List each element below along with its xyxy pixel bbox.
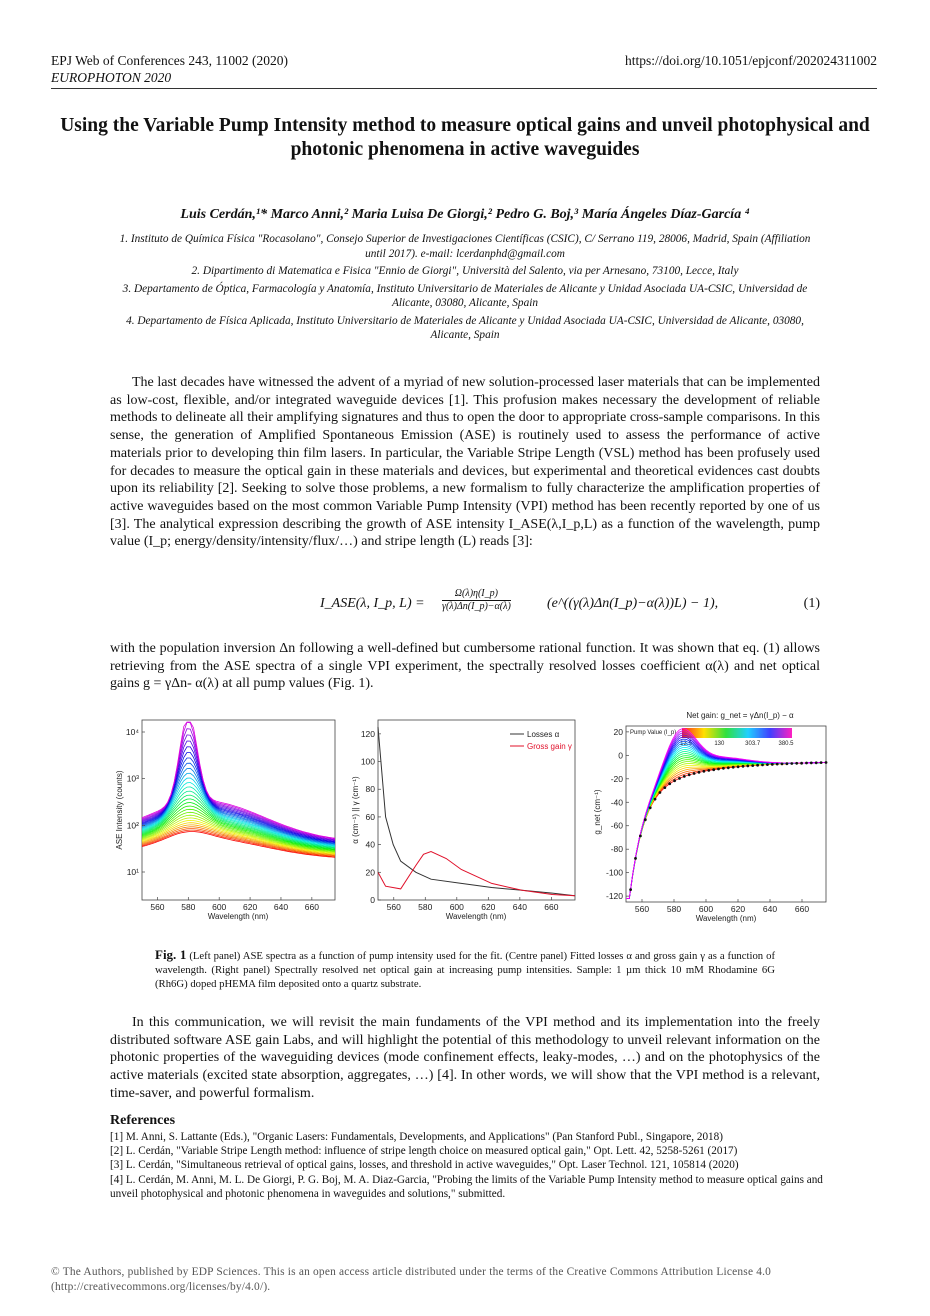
loss-data-point [717,768,720,771]
loss-data-point [649,806,652,809]
loss-data-point [786,762,789,765]
centre-x-ticks [387,897,559,912]
legend-label-losses: Losses α [527,730,560,739]
loss-data-point [742,765,745,768]
left-x-label: Wavelength (nm) [207,912,269,921]
colorbar-tick-label: 380.5 [778,741,794,747]
loss-data-point [790,762,793,765]
equation-lhs: I_ASE(λ, I_p, L) = [320,596,425,611]
right-panel-chart [590,712,830,927]
loss-data-point [634,857,637,860]
net-gain-line [626,756,826,899]
gross-gain-line [378,852,575,896]
x-tick-label: 560 [150,902,165,912]
figure-caption [155,948,775,991]
loss-data-point [673,779,676,782]
right-plot-frame [626,726,826,902]
loss-data-point [727,766,730,769]
equation-denominator: γ(λ)Δn(I_p)−α(λ) [442,601,511,612]
caption-label: Fig. 1 [155,947,187,962]
loss-data-point [644,818,647,821]
x-tick-label: 600 [449,902,464,912]
loss-data-point [800,762,803,765]
y-tick-label: 10³ [126,773,139,784]
loss-data-point [659,791,662,794]
x-tick-label: 640 [512,902,527,912]
affiliation-4: 4. Departamento de Física Aplicada, Instituto Universitario de Materiales de Alicante y Unidad Asociada UA-CSIC, Universidad de Alicante, 03080, Alicante, Spain [126,314,804,341]
y-tick-label: -60 [610,820,623,831]
left-series-group [142,722,335,857]
colorbar-label: Pump Value (I_p) [630,730,677,736]
colorbar [630,728,794,747]
y-tick-label: 0 [370,895,375,905]
net-gain-line [626,750,826,899]
left-panel-chart [110,712,340,927]
x-tick-label: 660 [544,902,559,912]
y-tick-label: 10⁴ [125,727,139,737]
y-tick-label: 120 [360,728,375,739]
loss-data-point [707,769,710,772]
license-footer: © The Authors, published by EDP Sciences. This is an open access article distributed under the terms of the Creative Commons Attribution License 4.0 (http://creativecommons.org/licenses/by/4.0/). [51,1266,772,1293]
references-list [110,1130,830,1201]
x-tick-label: 580 [418,902,433,912]
colorbar-tick-label: 303.7 [745,741,761,747]
loss-data-point [805,762,808,765]
affiliation-1: 1. Instituto de Química Física "Rocasolano", Consejo Superior de Investigaciones Científicas (CSIC), C/ Serrano 119, 28006, Madrid, Spain (Affiliation until 2017). e-mail: lcerdanphd@gmail.com [119,233,811,260]
journal-reference: EPJ Web of Conferences 243, 11002 (2020) [51,53,288,68]
net-gain-line [626,752,826,899]
reference-1: [1] M. Anni, S. Lattante (Eds.), "Organic Lasers: Fundamentals, Developments, and Applications" (Pan Stanford Publ., Singapore, 2018) [110,1131,723,1143]
y-tick-label: -40 [610,797,623,808]
y-tick-label: 100 [360,756,375,767]
loss-data-point [732,766,735,769]
y-tick-label: 20 [365,867,375,878]
conclusion-paragraph: In this communication, we will revisit the main fundaments of the VPI method and its implementation into the freely distributed software ASE gain Labs, and will highlight the potential of this methodology to unveil relevant information on the photonic properties of the waveguiding devices (mode confinement effects, leaky-modes, …) and on the photophysics of the active materials (excited state absorption, aggregates, …) [4]. In other words, we will show that the VPI method is a relevant, time-saver, and powerful formalism. [110,1015,820,1101]
loss-data-point [688,773,691,776]
x-tick-label: 620 [730,904,746,914]
centre-x-label: Wavelength (nm) [445,912,507,921]
loss-data-point [678,777,681,780]
net-gain-line [626,747,826,898]
loss-data-point [756,764,759,767]
net-gain-line [626,758,826,899]
equation-fraction [442,588,511,612]
page-header [51,52,877,86]
paper-title: Using the Variable Pump Intensity method to measure optical gains and unveil photophysical and photonic phenomena in active waveguides [60,115,870,160]
loss-data-point [771,763,774,766]
loss-data-point [751,764,754,767]
loss-data-point [746,765,749,768]
right-x-label: Wavelength (nm) [695,914,757,923]
equation-numerator: Ω(λ)η(I_p) [442,588,511,601]
legend-label-gain: Gross gain γ [527,742,572,751]
reference-2: [2] L. Cerdán, "Variable Stripe Length method: influence of stripe length choice on measured optical gain," Opt. Lett. 42, 5258-5261 (2017) [110,1145,738,1158]
references-heading: References [110,1113,176,1128]
net-gain-line [626,729,826,899]
loss-data-point [722,767,725,770]
x-tick-label: 580 [666,904,682,914]
colorbar-gradient [682,728,792,738]
right-x-ticks [635,899,809,914]
loss-data-point [698,771,701,774]
loss-data-point [668,782,671,785]
conference-name: EUROPHOTON 2020 [51,70,172,85]
y-tick-label: 60 [365,811,375,822]
loss-data-point [795,762,798,765]
colorbar-tick-label: 13.5 [680,741,692,747]
affiliation-2: 2. Dipartimento di Matematica e Fisica "Ennio de Giorgi", Università del Salento, via per Arnesano, 73100, Lecce, Italy [191,265,739,277]
loss-data-point [761,764,764,767]
x-tick-label: 560 [634,904,650,914]
colorbar-tick-label: 130 [714,741,725,747]
ase-spectrum-line [142,722,335,838]
affiliations [110,232,820,346]
left-y-label: ASE Intensity (counts) [115,770,124,850]
equation-1 [110,588,820,628]
affiliation-3: 3. Departamento de Óptica, Farmacología y Anatomía, Instituto Universitario de Materiales de Alicante y Unidad Asociada UA-CSIC, Universidad de Alicante, 03080, Alicante, Spain [122,282,808,309]
net-gain-line [626,760,826,899]
net-gain-line [626,731,826,899]
equation-number: (1) [803,596,820,611]
header-divider [51,88,877,89]
y-tick-label: -120 [605,891,623,902]
x-tick-label: 660 [304,902,319,912]
y-tick-label: -100 [605,867,623,878]
loss-data-point [693,772,696,775]
x-tick-label: 640 [273,902,289,912]
right-title: Net gain: g_net = γΔn(I_p) − α [686,712,794,720]
y-tick-label: 0 [618,750,623,761]
loss-data-point [683,775,686,778]
y-tick-label: 10² [126,820,139,831]
author-list: Luis Cerdán,¹* Marco Anni,² Maria Luisa De Giorgi,² Pedro G. Boj,³ María Ángeles Díaz-García ⁴ [180,207,750,222]
right-series-group [626,729,827,899]
net-gain-line [626,754,826,899]
y-tick-label: 20 [613,726,623,737]
caption-text: (Left panel) ASE spectra as a function of pump intensity used for the fit. (Centre panel) Fitted losses α and gross gain γ as a function of wavelength. (Right panel) Spectrally resolved net optical gain at increasing pump intensities. Sample: 1 µm thick 10 mM Rhodamine 6G (Rh6G) doped pHEMA film deposited onto a quartz substrate. [155,950,776,990]
x-tick-label: 640 [762,904,778,914]
centre-legend [510,730,572,751]
loss-data-point [766,763,769,766]
x-tick-label: 620 [242,902,258,912]
x-tick-label: 660 [794,904,810,914]
y-tick-label: 10¹ [126,867,139,877]
reference-4: [4] L. Cerdán, M. Anni, M. L. De Giorgi, P. G. Boj, M. A. Diaz-Garcia, "Probing the limits of the Variable Pump Intensity method to measure optical gains and unveil photophysical and photonic phenomena in waveguides and solutions," submitted. [110,1173,823,1200]
right-y-ticks [606,727,629,901]
loss-data-point [629,888,632,891]
loss-data-point [737,765,740,768]
y-tick-label: -80 [610,844,623,855]
x-tick-label: 600 [698,904,714,914]
centre-panel-chart [350,712,580,927]
loss-data-point [825,761,828,764]
loss-data-point [815,761,818,764]
loss-data-point [776,763,779,766]
loss-data-point [810,762,813,765]
loss-data-point [639,835,642,838]
intro-paragraph: The last decades have witnessed the advent of a myriad of new solution-processed laser materials that can be implemented as low-cost, flexible, and/or integrated waveguide devices [1]. This profusion makes necessary the development of reliable methods to delineate all their amplifying signatures and thus to open the door to appropriate cross-sample comparisons. In this sense, the generation of Amplified Spontaneous Emission (ASE) is routinely used to assess the performance of active materials prior to developing thin film lasers. In particular, the Variable Stripe Length (VSL) method has been profusely used for decades to measure the optical gain in these materials and devices, but experimental and theoretical evidences cast doubts upon its reliability [2]. Seeking to solve those problems, a new formalism to fully characterize the amplification properties of active waveguides based on the most common Variable Pump Intensity (VPI) method has been recently reported by one of us [3]. The analytical expression describing the growth of ASE intensity I_ASE(λ,I_p,L) as a function of the wavelength, pump value (I_p; energy/density/intensity/flux/…) and stripe length (L) reads [3]: [110,375,820,550]
losses-line [378,727,575,896]
loss-data-point [781,763,784,766]
x-tick-label: 620 [481,902,496,912]
x-tick-label: 600 [212,902,227,912]
loss-data-point [712,768,715,771]
centre-y-label: α (cm⁻¹) || γ (cm⁻¹) [351,776,360,844]
equation-rhs: (e^((γ(λ)Δn(I_p)−α(λ))L) − 1), [547,596,719,611]
left-x-ticks [150,897,319,912]
right-y-label: g_net (cm⁻¹) [593,789,602,835]
loss-data-point [654,798,657,801]
reference-3: [3] L. Cerdán, "Simultaneous retrieval of optical gains, losses, and threshold in active waveguides," Opt. Laser Technol. 121, 105814 (2020) [110,1159,739,1172]
loss-data-point [703,770,706,773]
figure-1 [110,712,830,932]
centre-series-group [378,727,575,896]
x-tick-label: 560 [386,902,401,912]
x-tick-label: 580 [181,902,196,912]
y-tick-label: -20 [610,773,623,784]
y-tick-label: 40 [365,839,375,850]
doi-link[interactable]: https://doi.org/10.1051/epjconf/202024311002 [625,53,877,68]
loss-data-point [663,786,666,789]
method-paragraph: with the population inversion Δn following a well-defined but cumbersome rational function. It was shown that eq. (1) allows retrieving from the ASE spectra of a single VPI experiment, the spectrally resolved losses coefficient α(λ) and net optical gains g = γΔn- α(λ) at all pump values (Fig. 1). [110,641,820,692]
loss-data-point [820,761,823,764]
y-tick-label: 80 [365,784,375,795]
